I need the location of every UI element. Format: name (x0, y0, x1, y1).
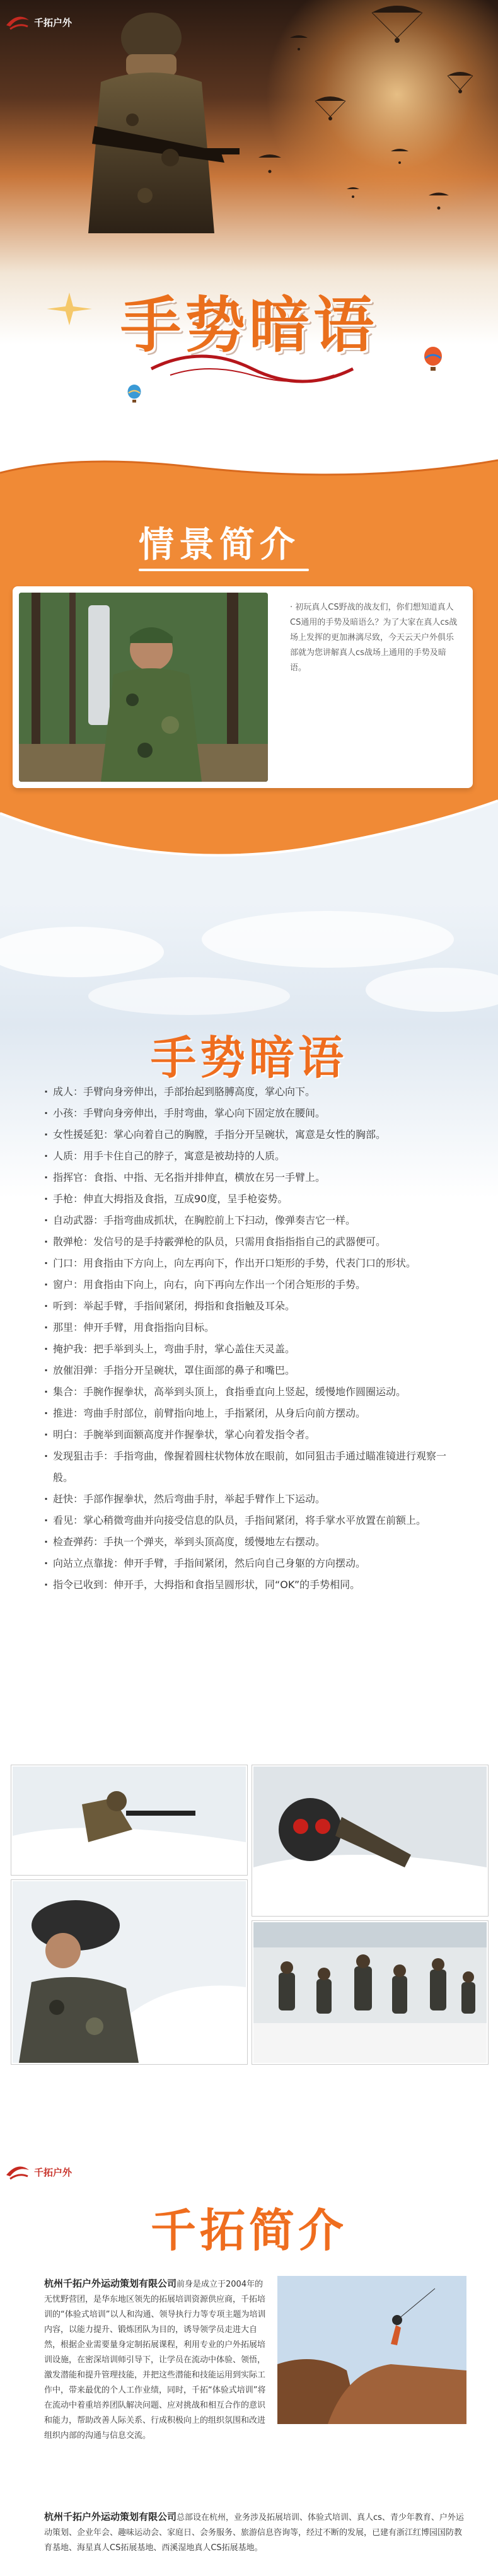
company-business-text: 总部设在杭州，业务涉及拓展培训、体验式培训、真人cs、青少年教育、户外运动策划、企业年会、趣味运动会、家庭日、会务服务、旅游信息咨询等，经过不断的发展，已建有浙江红博园国防教育基地、海星真人CS拓展基地、西溪湿地真人CS拓展基地。 (44, 2513, 464, 2553)
brand-logo[interactable] (4, 13, 72, 32)
list-item: · 指挥官：食指、中指、无名指并排伸直，横放在另一手臂上。 (44, 1167, 454, 1188)
list-item: · 门口：用食指由下方向上，向左再向下，作出开口矩形的手势，代表门口的形状。 (44, 1253, 454, 1274)
gallery-photo-gasmask (252, 1765, 488, 1916)
gallery-photo-helmet (11, 1880, 247, 2064)
scene-title: 情景简介 (139, 524, 300, 566)
company-title: 千拓简介 (150, 2203, 347, 2257)
scene-bottom-wave (0, 788, 498, 902)
list-item: · 女性援延犯：掌心向着自己的胸膛，手指分开呈碗状，寓意是女性的胸部。 (44, 1124, 454, 1146)
soldier-photo (19, 593, 268, 782)
company-intro (44, 2276, 271, 2444)
list-item: · 散弹枪：发信号的是手持霰弹枪的队员，只需用食指指指自己的武器便可。 (44, 1231, 454, 1253)
scene-card (13, 586, 473, 788)
list-item: · 赶快：手部作握拳状，然后弯曲手肘，举起手臂作上下运动。 (44, 1488, 454, 1510)
logo-swoosh-icon (4, 2162, 30, 2181)
gesture-title: 手势暗语 (150, 1031, 347, 1084)
scene-section (0, 435, 498, 902)
list-item: · 放催泪弹：手指分开呈碗状，罩住面部的鼻子和嘴巴。 (44, 1360, 454, 1381)
photo-gallery (11, 1765, 485, 2062)
list-item: · 成人：手臂向身旁伸出，手部抬起到胳膊高度，掌心向下。 (44, 1081, 454, 1103)
list-item: · 推进：弯曲手肘部位，前臂指向地上，手指紧闭，从身后向前方摆动。 (44, 1403, 454, 1424)
logo-swoosh-icon (4, 13, 30, 32)
brand-name: 千拓户外 (34, 2166, 72, 2178)
hero-banner (0, 0, 498, 441)
soldier-illustration (76, 0, 240, 271)
parachutes-illustration (240, 0, 498, 227)
hot-air-balloon-icon (422, 347, 444, 372)
list-item: · 听到：举起手臂，手指间紧闭，拇指和食指触及耳朵。 (44, 1296, 454, 1317)
hero-title: 手势暗语 (120, 289, 378, 361)
list-item: · 检查弹药：手执一个弹夹，举到头顶高度，缓慢地左右摆动。 (44, 1531, 454, 1553)
company-section (0, 2137, 498, 2576)
brand-logo[interactable] (4, 2162, 72, 2181)
scene-photo (19, 593, 268, 782)
brand-name: 千拓户外 (34, 16, 72, 28)
list-item: · 向站立点靠拢：伸开手臂，手指间紧闭，然后向自己身躯的方向摆动。 (44, 1553, 454, 1574)
list-item: · 人质：用手卡住自己的脖子，寓意是被劫持的人质。 (44, 1146, 454, 1167)
list-item: · 自动武器：手指弯曲成抓状，在胸腔前上下扫动，像弹奏吉它一样。 (44, 1210, 454, 1231)
hot-air-balloon-icon (126, 385, 142, 403)
list-item: · 手枪：伸直大拇指及食指，互成90度，呈手枪姿势。 (44, 1188, 454, 1210)
company-name: 杭州千拓户外运动策划有限公司 (44, 2278, 177, 2289)
gesture-section (0, 902, 498, 2137)
company-photo (277, 2276, 466, 2424)
gallery-photo-group (252, 1921, 488, 2064)
scene-top-wave (0, 435, 498, 485)
list-item: · 指令已收到：伸开手，大拇指和食指呈圆形状，同“OK”的手势相同。 (44, 1574, 454, 1596)
list-item: · 窗户：用食指由下向上，向右，向下再向左作出一个闭合矩形的手势。 (44, 1274, 454, 1296)
gallery-photo-snow-aim (11, 1765, 247, 1875)
list-item: · 集合：手腕作握拳状，高举到头顶上，食指垂直向上竖起，缓慢地作圆圈运动。 (44, 1381, 454, 1403)
list-item: · 发现狙击手：手指弯曲，像握着圆柱状物体放在眼前，如同狙击手通过瞄准镜进行观察一般。 (44, 1446, 454, 1488)
list-item: · 小孩：手臂向身旁伸出，手肘弯曲，掌心向下固定放在腰间。 (44, 1103, 454, 1124)
list-item: · 明白：手腕举到面额高度并作握拳状，掌心向着发指令者。 (44, 1424, 454, 1446)
scene-description: · 初玩真人CS野战的战友们，你们想知道真人CS通用的手势及暗语么？为了大家在真人cs战场上发挥的更加淋漓尽致，今天云天户外俱乐部就为您讲解真人cs战场上通用的手势及暗语。 (290, 603, 458, 673)
list-item: · 掩护我：把手举到头上，弯曲手肘，掌心盖住天灵盖。 (44, 1338, 454, 1360)
list-item: · 看见：掌心稍微弯曲并向接受信息的队员，手指间紧闭，将手掌水平放置在前额上。 (44, 1510, 454, 1531)
decorative-swirl (145, 344, 359, 388)
gesture-list (44, 1081, 454, 1596)
company-name: 杭州千拓户外运动策划有限公司 (44, 2511, 177, 2522)
company-intro-text: 前身是成立于2004年的无忧野营团，是华东地区领先的拓展培训资源供应商，千拓培训的“体验式培训”以人和沟通、领导执行力等专项主题为培训内容，以能力提升、锻炼团队为目的，诱导领学员走进大自然，根据企业需要量身定制拓展课程，利用专业的户外拓展培训设施，在密深培训师引导下，让学员在流动中体验、领悟，激发潜能和提升管理技能，并把这些潜能和技能运用到实际工作中，带来最优的个人工作业绩，同时，千拓“体验式培训”将在流动中着重培养团队解决问题、应对挑战和相互合作的意识和能力，帮助改善人际关系、行成积极向上的组织氛围和改进组织内部的沟通与信息交流。 (44, 2280, 266, 2440)
title-underline (139, 569, 309, 571)
company-business (44, 2509, 466, 2556)
list-item: · 那里：伸开手臂，用食指指向目标。 (44, 1317, 454, 1338)
